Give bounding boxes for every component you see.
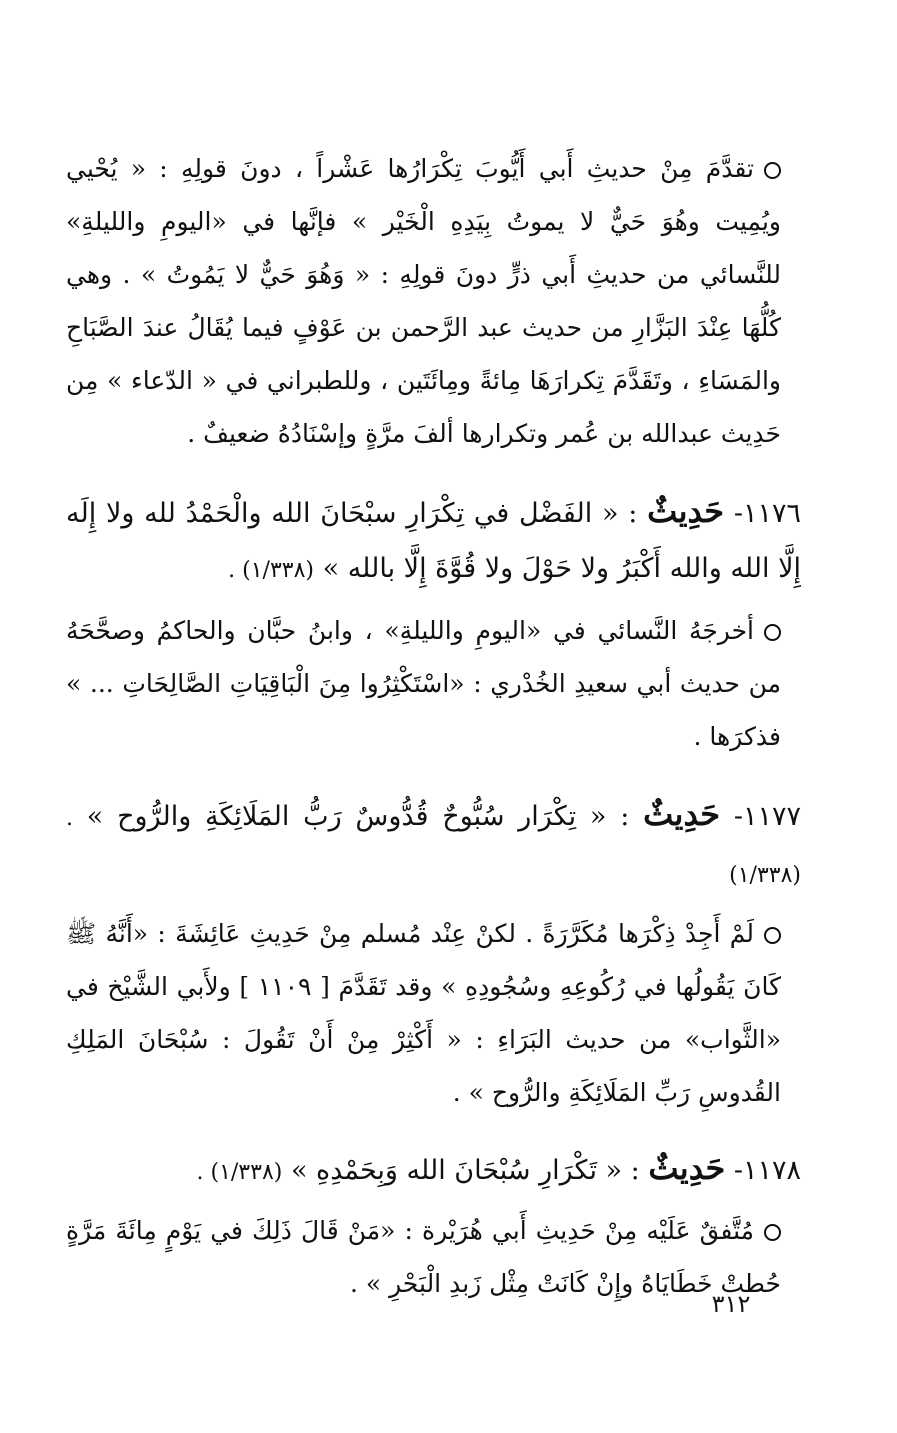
hadith-reference: (١/٣٣٨) . (196, 1160, 283, 1185)
hadith-reference: . (١/٣٣٨) (66, 806, 801, 888)
hadith-text: : « تَكْرَارِ سُبْحَانَ الله وَبِحَمْدِهِ » (290, 1155, 640, 1186)
hadith-heading (66, 484, 801, 598)
hadith-number: ١١٧٦- (733, 498, 801, 529)
note-paragraph (66, 604, 781, 763)
bullet-circle-icon (764, 162, 781, 179)
page-body (66, 142, 801, 1332)
bullet-circle-icon (764, 1224, 781, 1241)
hadith-heading (66, 787, 801, 903)
note-text: لَمْ أَجِدْ ذِكْرَها مُكَرَّرَةً . لكنْ عِنْد مُسلم مِنْ حَدِيثِ عَائِشَةَ : «أَنَّهُ ﷺ كَانَ يَقُولُها في رُكُوعِهِ وسُجُودِهِ » وقد تَقَدَّمَ [ ١١٠٩ ] ولأَبي الشَّيْخ في «الثَّواب» من حديث البَرَاءِ : « أَكْثِرْ مِنْ أَنْ تَقُولَ : سُبْحَانَ المَلِكِ القُدوسِ رَبِّ المَلَائِكَةِ والرُّوح » . (66, 919, 781, 1107)
note-text: أخرجَهُ النَّسائي في «اليومِ والليلةِ» ، وابنُ حبَّان والحاكمُ وصحَّحَهُ من حديث أبي سعيدِ الخُدْري : «اسْتَكْثِرُوا مِنَ الْبَاقِيَاتِ الصَّالِحَاتِ ... » فذكرَها . (66, 616, 781, 751)
bullet-circle-icon (764, 624, 781, 641)
note-paragraph (66, 1204, 781, 1310)
hadith-word: حَدِيثٌ (648, 1149, 726, 1187)
hadith-text: : « الفَضْل في تِكْرَارِ سبْحَانَ الله والْحَمْدُ لله ولا إِلَه إِلَّا الله والله أَكْبَرُ ولا حَوْلَ ولا قُوَّةَ إِلَّا بالله » (66, 498, 801, 584)
hadith-reference: (١/٣٣٨) . (228, 558, 315, 583)
note-text: مُتَّفقٌ عَلَيْه مِنْ حَدِيثِ أَبي هُرَيْرة : «مَنْ قَالَ ذَلِكَ في يَوْمٍ مِائَةَ مَرَّةٍ حُطتْ خَطَايَاهُ وإِنْ كَانَتْ مِثْل زَبدِ الْبَحْرِ » . (66, 1216, 781, 1298)
hadith-number: ١١٧٨- (733, 1155, 801, 1186)
page-number: ٣١٢ (711, 1290, 751, 1318)
hadith-heading (66, 1141, 801, 1200)
hadith-text: : « تِكْرَار سُبُّوحٌ قُدُّوسٌ رَبُّ المَلَائِكَةِ والرُّوح » (86, 801, 630, 832)
hadith-word: حَدِيثٌ (643, 795, 721, 833)
note-paragraph (66, 907, 781, 1119)
note-paragraph (66, 142, 781, 460)
hadith-number: ١١٧٧- (733, 801, 801, 832)
note-text: تقدَّمَ مِنْ حديثِ أَبي أَيُّوبَ تِكْرَارُها عَشْراً ، دونَ قولِهِ : « يُحْيي ويُمِيت وهُوَ حَيٌّ لا يموتُ بِيَدِهِ الْخَيْر » فإنَّها في «اليومِ والليلةِ» للنَّسائي من حديثِ أَبي ذرٍّ دونَ قولِهِ : « وَهُوَ حَيٌّ لا يَمُوتُ » . وهي كُلُّهَا عِنْدَ البَزَّارِ من حديث عبد الرَّحمن بن عَوْفٍ فيما يُقَالُ عندَ الصَّبَاحِ والمَسَاءِ ، وتَقَدَّمَ تِكرارَهَا مِائةً ومِائَتَين ، وللطبراني في « الدّعاء » مِن حَدِيث عبدالله بن عُمر وتكرارها ألفَ مرَّةٍ وإسْنَادُهُ ضعيفٌ . (66, 154, 781, 448)
bullet-circle-icon (764, 927, 781, 944)
hadith-word: حَدِيثٌ (647, 492, 725, 530)
